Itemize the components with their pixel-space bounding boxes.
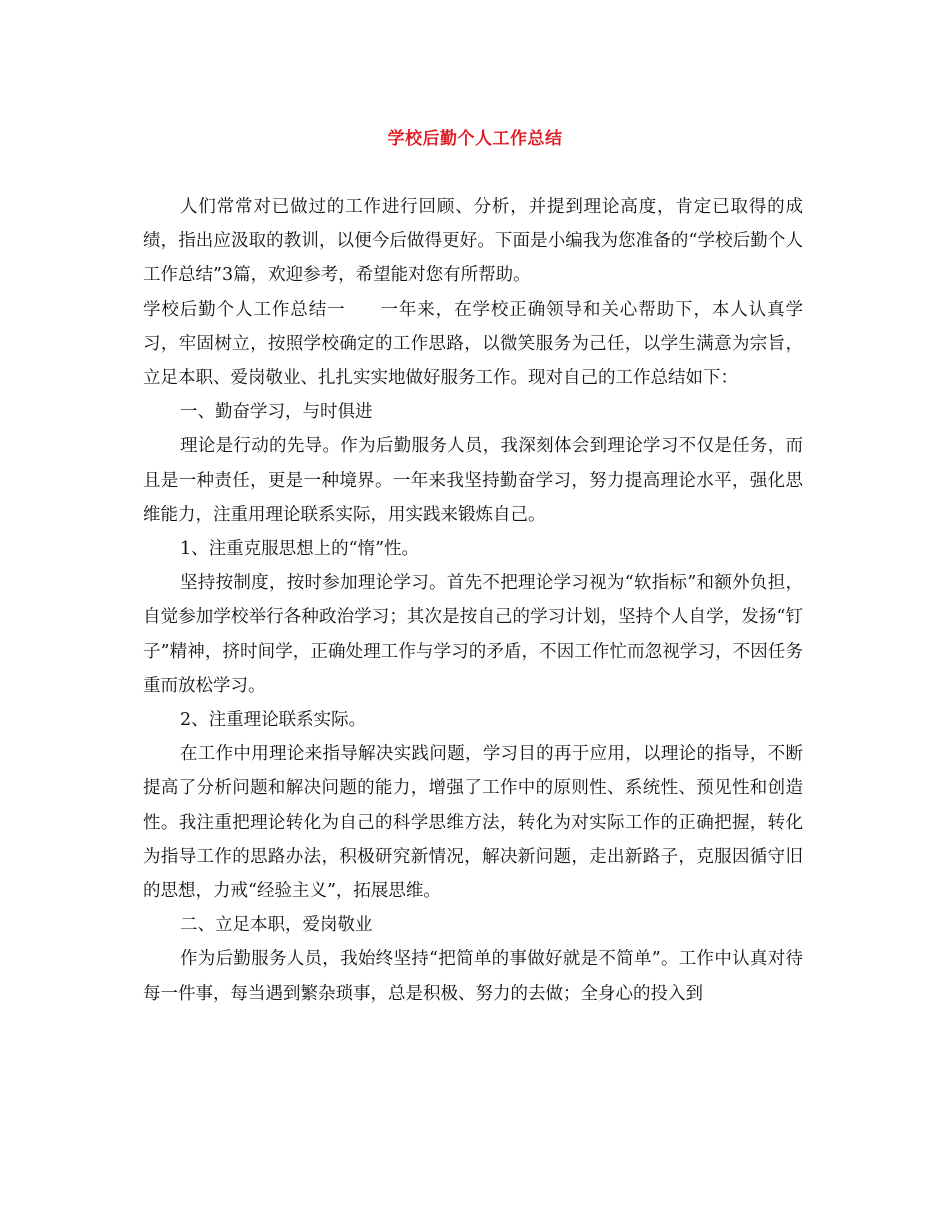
subheading-1: 1、注重克服思想上的“惰”性。 [180, 539, 420, 560]
paragraph-2: 坚持按制度，按时参加理论学习。首先不把理论学习视为“软指标”和额外负担，自觉参加学校举行各种政治学习；其次是按自己的学习计划，坚持个人自学，发扬“钉子”精神，挤时间学，正确处理工作与学习的矛盾，不因工作忙而忽视学习，不因任务重而放松学习。 [143, 573, 803, 696]
document-body [143, 190, 803, 1011]
heading-2: 二、立足本职，爱岗敬业 [180, 915, 373, 936]
heading-1: 一、勤奋学习，与时俱进 [180, 402, 373, 423]
paragraph-3: 在工作中用理论来指导解决实践问题，学习目的再于应用，以理论的指导，不断提高了分析问题和解决问题的能力，增强了工作中的原则性、系统性、预见性和创造性。我注重把理论转化为自己的科学思维方法，转化为对实际工作的正确把握，转化为指导工作的思路办法，积极研究新情况，解决新问题，走出新路子，克服因循守旧的思想，力戒“经验主义”，拓展思维。 [143, 744, 803, 902]
intro-paragraph: 人们常常对已做过的工作进行回顾、分析，并提到理论高度，肯定已取得的成绩，指出应汲取的教训，以便今后做得更好。下面是小编我为您准备的“学校后勤个人工作总结”3篇，欢迎参考，希望能对您有所帮助。 [143, 197, 803, 286]
section1-paragraph [143, 293, 803, 396]
document-title: 学校后勤个人工作总结 [387, 129, 563, 149]
paragraph-1: 理论是行动的先导。作为后勤服务人员，我深刻体会到理论学习不仅是任务，而且是一种责任，更是一种境界。一年来我坚持勤奋学习，努力提高理论水平，强化思维能力，注重用理论联系实际，用实践来锻炼自己。 [143, 436, 803, 525]
section1-text: 一年来，在学校正确领导和关心帮助下，本人认真学习，牢固树立，按照学校确定的工作思路，以微笑服务为己任，以学生满意为宗旨，立足本职、爱岗敬业、扎扎实实地做好服务工作。现对自己的工作总结如下： [143, 299, 804, 389]
paragraph-4: 作为后勤服务人员，我始终坚持“把简单的事做好就是不简单”。工作中认真对待每一件事，每当遇到繁杂琐事，总是积极、努力的去做；全身心的投入到 [143, 949, 803, 1004]
subheading-2: 2、注重理论联系实际。 [180, 710, 367, 731]
section1-label: 学校后勤个人工作总结一 [143, 299, 346, 320]
